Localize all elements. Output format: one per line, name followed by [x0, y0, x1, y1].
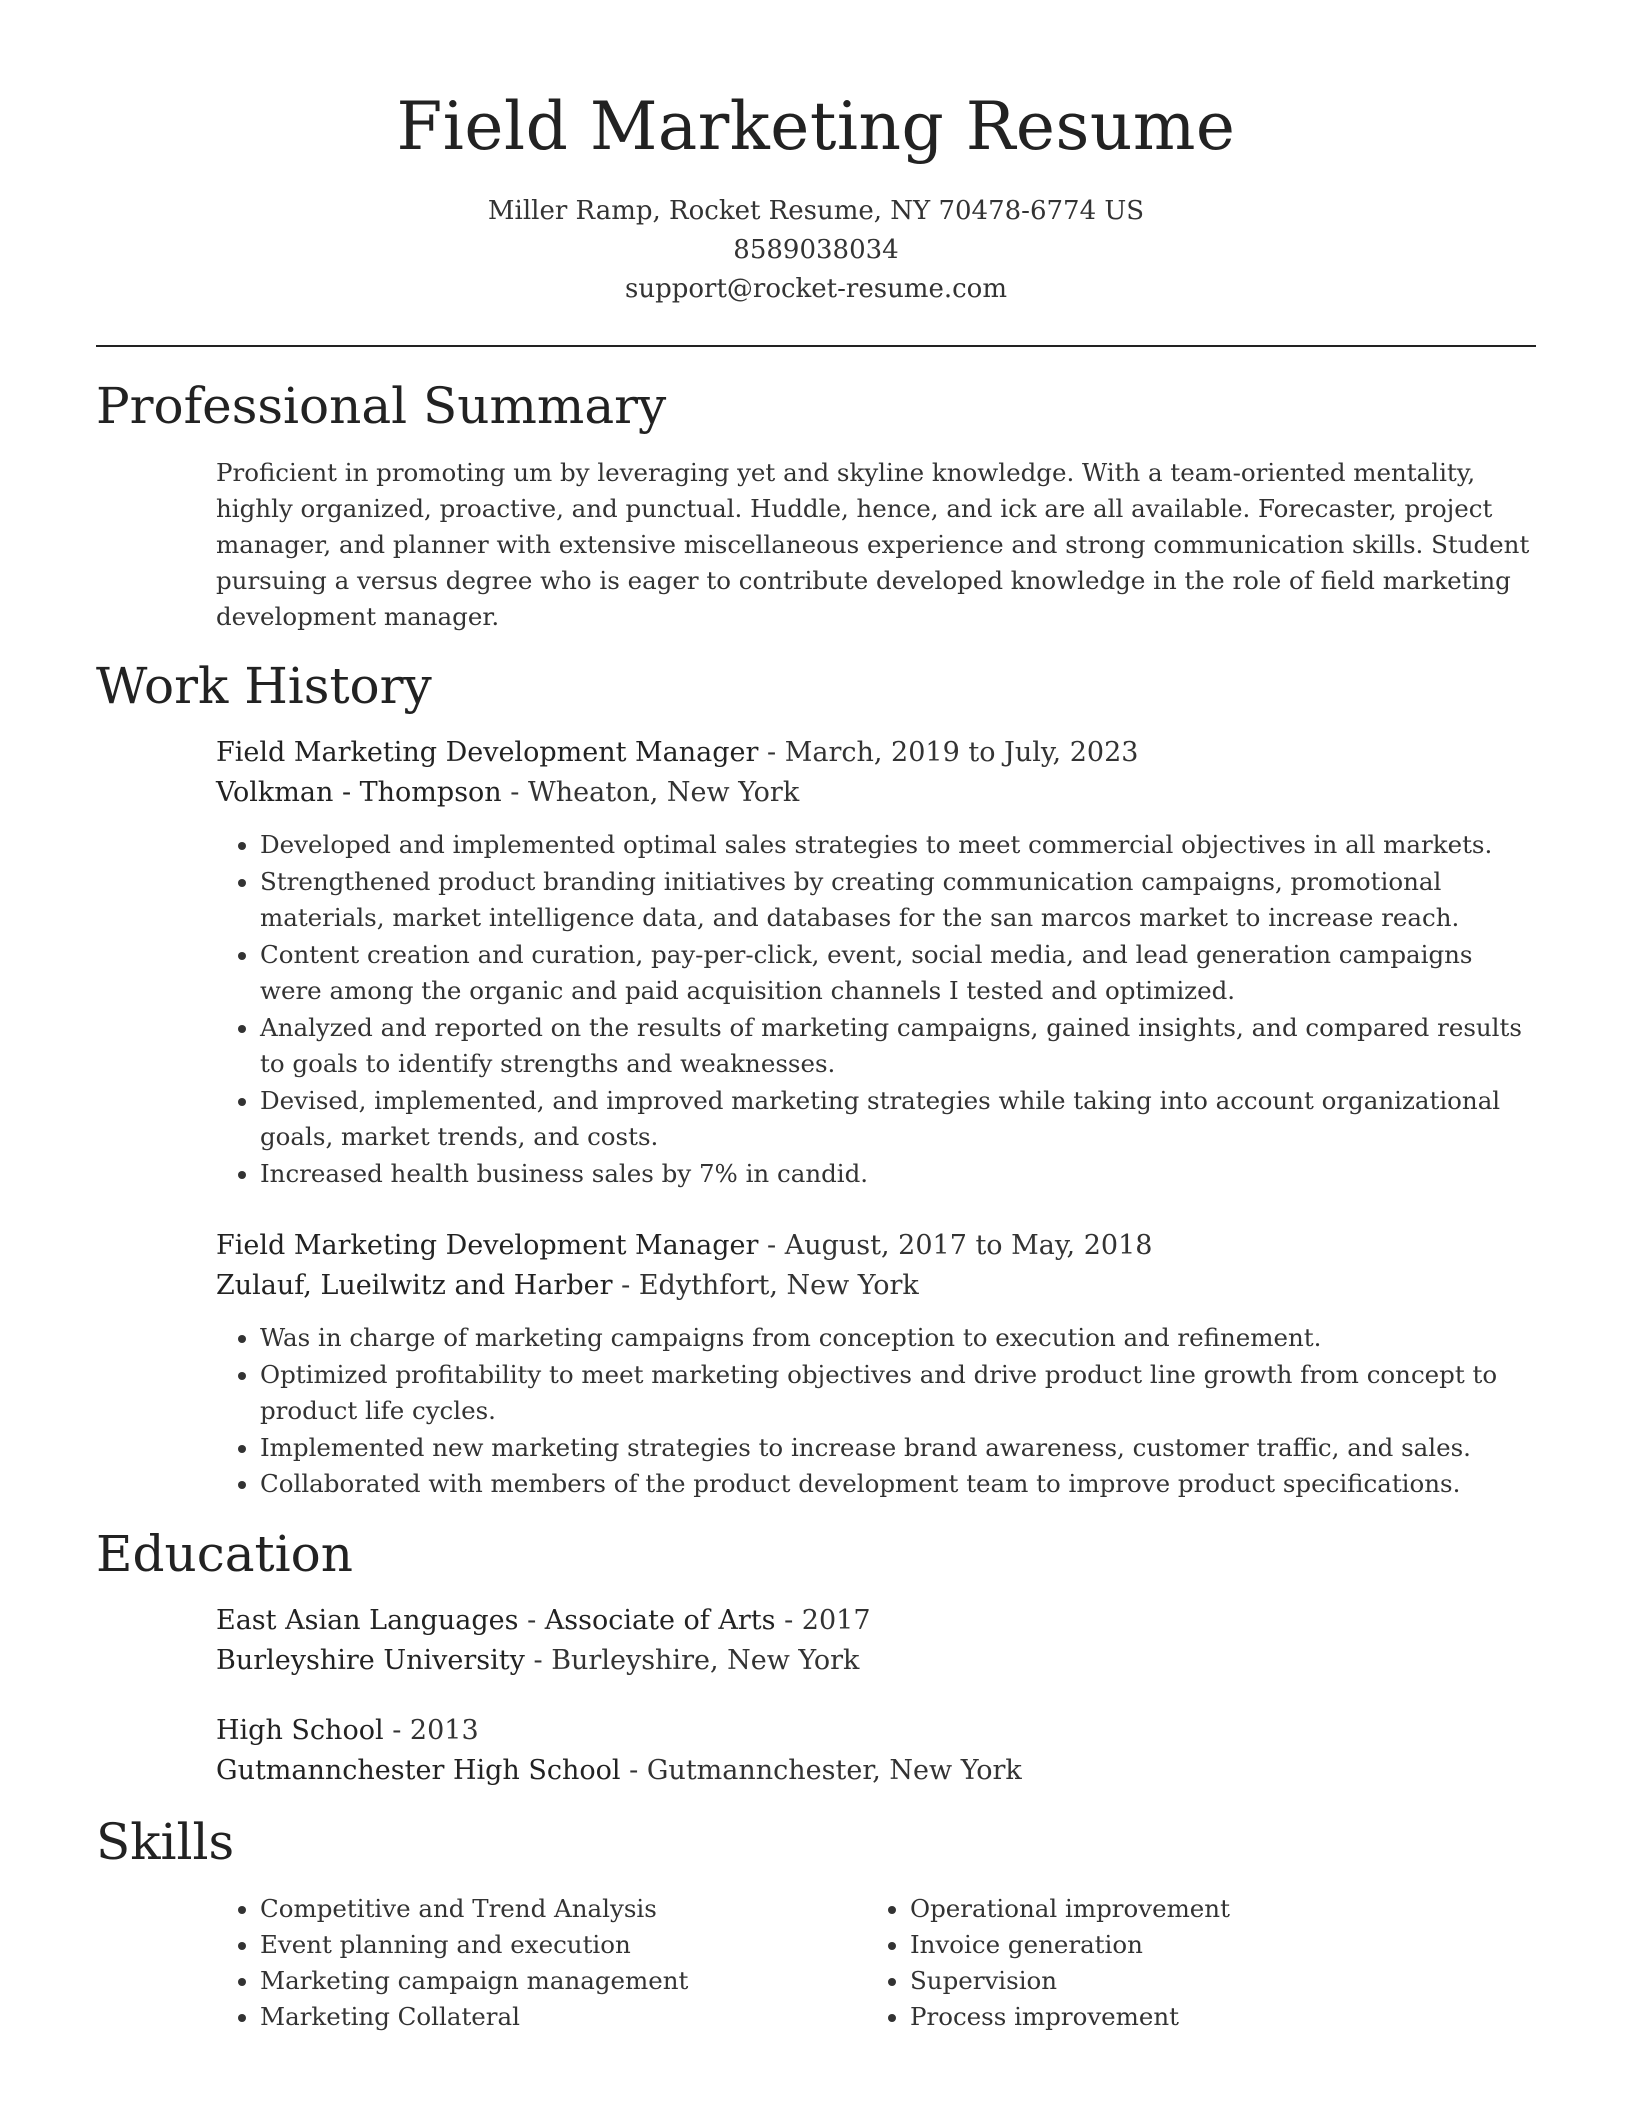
work-history-heading: Work History — [96, 657, 432, 715]
education-school: Gutmannchester High School — [216, 1754, 621, 1786]
summary-heading: Professional Summary — [96, 377, 667, 435]
skill-item: • Operational improvement — [910, 1891, 1516, 1927]
job-bullet: • Implemented new marketing strategies to increase brand awareness, customer traffic, and sales. — [260, 1430, 1536, 1467]
job-bullet: • Content creation and curation, pay-per-click, event, social media, and lead generation campaigns were among the organic and paid acquisition channels I tested and optimized. — [260, 937, 1536, 1010]
skill-item: • Supervision — [910, 1963, 1516, 1999]
education-entry — [216, 1711, 1536, 1791]
job-title-line — [216, 1226, 1536, 1266]
education-field: East Asian Languages — [216, 1604, 519, 1636]
contact-phone: 8589038034 — [733, 235, 899, 265]
skill-item: • Invoice generation — [910, 1927, 1516, 1963]
education-separator: - — [533, 1644, 552, 1676]
job-bullet: • Optimized profitability to meet marketing objectives and drive product line growth from concept to product life cycles. — [260, 1357, 1536, 1430]
job-dates: August, 2017 to May, 2018 — [784, 1230, 1153, 1261]
contact-block — [96, 192, 1536, 309]
contact-address: Miller Ramp, Rocket Resume, NY 70478-6774 US — [487, 196, 1145, 226]
job-location: Wheaton, New York — [528, 777, 800, 808]
skills-heading: Skills — [96, 1812, 235, 1871]
job-role: Field Marketing Development Manager — [216, 1230, 759, 1261]
education-degree: Associate of Arts — [544, 1604, 776, 1636]
skills-column-left — [216, 1891, 866, 2035]
education-separator: - — [527, 1604, 545, 1636]
job-bullets — [216, 1320, 1536, 1503]
contact-email: support@rocket-resume.com — [624, 274, 1007, 304]
education-location: Burleyshire, New York — [551, 1644, 860, 1676]
summary-section — [96, 373, 1536, 635]
job-company: Volkman - Thompson — [216, 777, 502, 808]
job-separator: - — [767, 1230, 785, 1261]
skill-item: • Marketing Collateral — [260, 1999, 866, 2035]
job-company: Zulauf, Lueilwitz and Harber — [216, 1270, 613, 1301]
education-section — [96, 1521, 1536, 1791]
education-field: High School — [216, 1714, 384, 1746]
education-year: 2017 — [801, 1604, 871, 1636]
job-bullet: • Was in charge of marketing campaigns from conception to execution and refinement. — [260, 1320, 1536, 1357]
job-bullet: • Strengthened product branding initiatives by creating communication campaigns, promotional materials, market intelligence data, and databases for the san marcos market to increase reach. — [260, 864, 1536, 937]
skill-item: • Process improvement — [910, 1999, 1516, 2035]
education-location: Gutmannchester, New York — [646, 1754, 1022, 1786]
skills-section — [96, 1809, 1536, 2035]
job-role: Field Marketing Development Manager — [216, 737, 759, 768]
job-separator: - — [510, 777, 529, 808]
education-degree-line — [216, 1711, 1536, 1751]
job-bullet: • Developed and implemented optimal sales strategies to meet commercial objectives in all markets. — [260, 827, 1536, 864]
job-company-line — [216, 773, 1536, 813]
job-location: Edythfort, New York — [638, 1270, 919, 1301]
job-bullet: • Analyzed and reported on the results of marketing campaigns, gained insights, and compared results to goals to identify strengths and weaknesses. — [260, 1010, 1536, 1083]
education-separator: - — [392, 1714, 410, 1746]
skill-item: • Event planning and execution — [260, 1927, 866, 1963]
job-bullet: • Devised, implemented, and improved marketing strategies while taking into account organizational goals, market trends, and costs. — [260, 1083, 1536, 1156]
job-dates: March, 2019 to July, 2023 — [784, 737, 1139, 768]
job-bullet: • Collaborated with members of the product development team to improve product specifications. — [260, 1466, 1536, 1503]
job-entry — [216, 733, 1536, 1192]
job-separator: - — [621, 1270, 639, 1301]
skills-column-right — [866, 1891, 1516, 2035]
education-school-line — [216, 1751, 1536, 1791]
job-company-line — [216, 1266, 1536, 1306]
education-separator: - — [629, 1754, 647, 1786]
skills-columns — [216, 1891, 1536, 2035]
job-title-line — [216, 733, 1536, 773]
skill-item: • Marketing campaign management — [260, 1963, 866, 1999]
job-bullet: • Increased health business sales by 7% in candid. — [260, 1156, 1536, 1193]
resume-title: Field Marketing Resume — [396, 88, 1236, 165]
education-heading: Education — [96, 1524, 353, 1583]
resume-header — [96, 84, 1536, 309]
job-separator: - — [767, 737, 785, 768]
education-school-line — [216, 1641, 1536, 1681]
job-entry — [216, 1226, 1536, 1503]
work-history-section — [96, 653, 1536, 1503]
education-degree-line — [216, 1601, 1536, 1641]
education-separator: - — [784, 1604, 802, 1636]
summary-text: Proficient in promoting um by leveraging yet and skyline knowledge. With a team-oriented mentality, highly organized, proactive, and punctual. Huddle, hence, and ick are all available. Forecaster, project manager, and planner with extensive miscellaneous experience and strong communication skills. Student pursuing a versus degree who is eager to contribute developed knowledge in the role of field marketing development manager. — [216, 458, 1530, 631]
education-entry — [216, 1601, 1536, 1681]
education-year: 2013 — [409, 1714, 479, 1746]
header-divider — [96, 345, 1536, 347]
education-school: Burleyshire University — [216, 1644, 525, 1676]
skill-item: • Competitive and Trend Analysis — [260, 1891, 866, 1927]
job-bullets — [216, 827, 1536, 1192]
